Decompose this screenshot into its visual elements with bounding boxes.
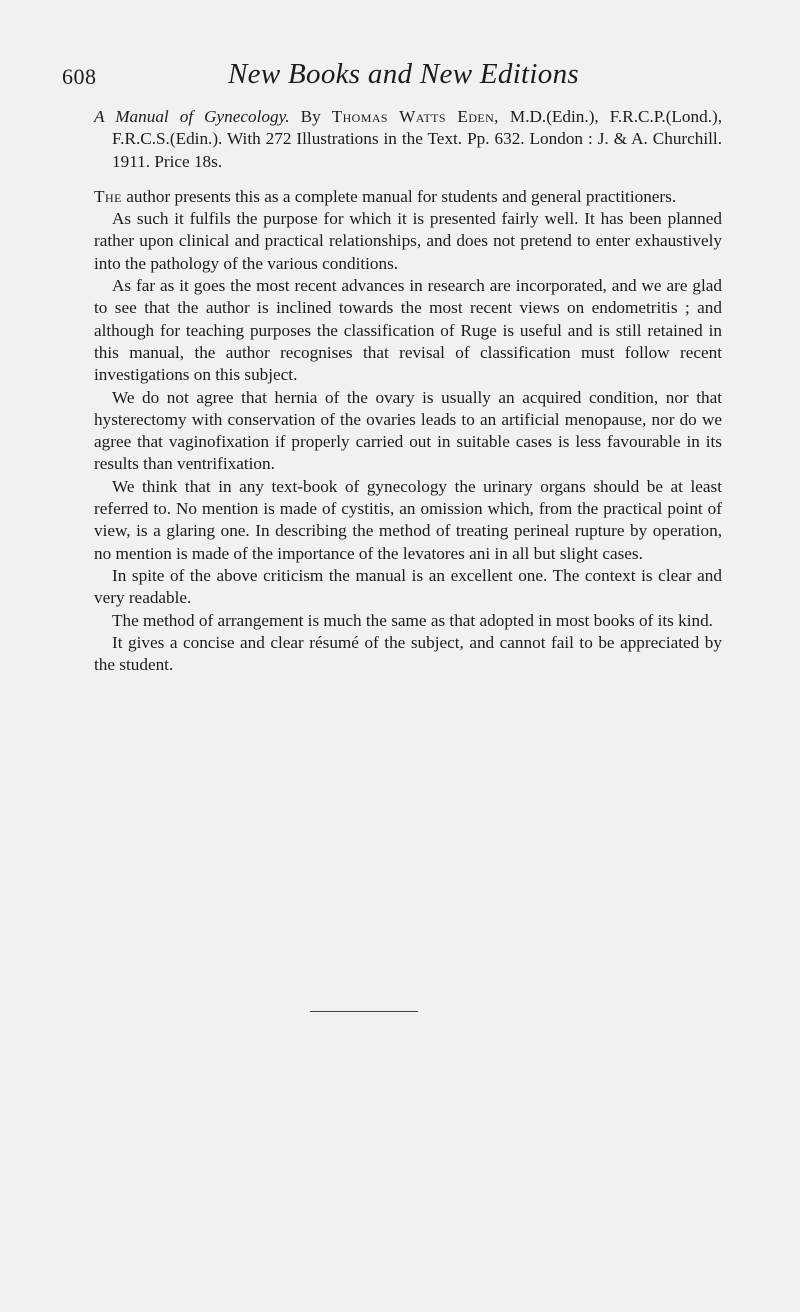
review-paragraph: We think that in any text-book of gynecology the urinary organs should be at least referred to. No mention is made of cystitis, an omission which, from the practical point of view, is a glaring one. In describing the method of treating perineal rupture by operation, no mention is made of the importance of the levatores ani in all but slight cases. — [94, 476, 722, 563]
book-author: Thomas Watts Eden, — [331, 107, 499, 126]
citation-details: M.D.(Edin.), F.R.C.P.(Lond.), F.R.C.S.(Edin.). With 272 Illustrations in the Text. Pp. 632. London : J. & A. Churchill. 1911. Price 18s. — [112, 107, 723, 171]
review-paragraph: In spite of the above criticism the manual is an excellent one. The context is clear and very readable. — [94, 565, 722, 608]
review-paragraph: It gives a concise and clear résumé of the subject, and cannot fail to be appreciated by the student. — [94, 632, 722, 675]
review-paragraph: The method of arrangement is much the same as that adopted in most books of its kind. — [112, 610, 713, 630]
book-title: A Manual of Gynecology. — [94, 107, 290, 126]
paragraph-text: author presents this as a complete manual for students and general practitioners. — [126, 186, 677, 206]
citation-by: By — [300, 107, 321, 126]
review-body — [94, 186, 722, 677]
running-head — [62, 58, 722, 92]
section-divider-rule — [310, 1011, 418, 1012]
book-page — [62, 58, 723, 676]
review-paragraph: As far as it goes the most recent advances in research are incorporated, and we are glad to see that the author is inclined towards the most recent views on endometritis ; and although for teaching purposes the classification of Ruge is useful and is still retained in this manual, the author recognises that revisal of classification must follow recent investigations on this subject. — [94, 276, 722, 385]
review-paragraph: We do not agree that hernia of the ovary is usually an acquired condition, nor that hysterectomy with conservation of the ovaries leads to an artificial menopause, nor do we agree that vaginofixation if properly carried out in suitable cases is less favourable in its results than ventrifixation. — [94, 387, 722, 474]
review-paragraph — [94, 186, 722, 208]
running-title: New Books and New Editions — [228, 58, 579, 90]
review-paragraph: As such it fulfils the purpose for which it is presented fairly well. It has been planned rather upon clinical and practical relationships, and does not pretend to enter exhaustively into the pathology of the various conditions. — [94, 209, 722, 273]
page-number: 608 — [62, 64, 97, 89]
lead-word: The — [94, 186, 122, 206]
book-citation — [94, 106, 722, 173]
